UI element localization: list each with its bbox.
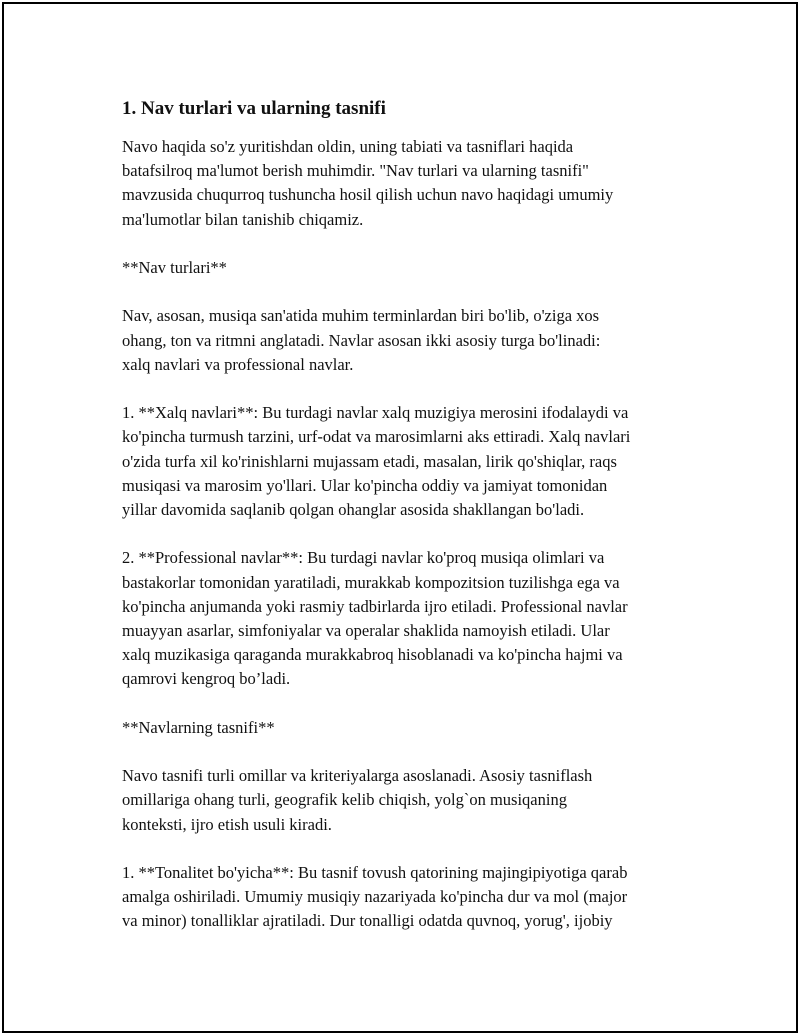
paragraph-xalq-navlari (122, 401, 702, 522)
text-line: mavzusida chuqurroq tushuncha hosil qilish uchun navo haqidagi umumiy (122, 185, 614, 205)
text-line: 2. **Professional navlar**: Bu turdagi navlar ko'proq musiqa olimlari va (122, 548, 605, 568)
paragraph-nav-definition (122, 304, 702, 377)
text-line: konteksti, ijro etish usuli kiradi. (122, 814, 332, 834)
text-line: 1. **Tonalitet bo'yicha**: Bu tasnif tovush qatorining majingipiyotiga qarab (122, 862, 628, 882)
paragraph-professional-navlar (122, 546, 702, 691)
text-line: batafsilroq ma'lumot berish muhimdir. "Nav turlari va ularning tasnifi" (122, 161, 589, 181)
text-line: ko'pincha turmush tarzini, urf-odat va marosimlarni aks ettiradi. Xalq navlari (122, 427, 631, 447)
paragraph-intro (122, 135, 702, 232)
section-label-navlarning-tasnifi (122, 716, 702, 740)
text-line: ko'pincha anjumanda yoki rasmiy tadbirlarda ijro etiladi. Professional navlar (122, 596, 628, 616)
text-line: yillar davomida saqlanib qolgan ohanglar asosida shakllangan bo'ladi. (122, 500, 585, 519)
text-line: Navo tasnifi turli omillar va kriteriyalarga asoslanadi. Asosiy tasniflash (122, 766, 593, 786)
document-heading: 1. Nav turlari va ularning tasnifi (122, 98, 386, 119)
text-line: amalga oshiriladi. Umumiy musiqiy nazariyada ko'pincha dur va mol (major (122, 887, 628, 907)
text-line: ma'lumotlar bilan tanishib chiqamiz. (122, 209, 364, 229)
text-line: Nav, asosan, musiqa san'atida muhim terminlardan biri bo'lib, o'ziga xos (122, 306, 600, 326)
text-line: xalq muzikasiga qaraganda murakkabroq hisoblanadi va ko'pincha hajmi va (122, 645, 623, 665)
text-line: 1. **Xalq navlari**: Bu turdagi navlar xalq muzigiya merosini ifodalaydi va (122, 403, 629, 423)
document-body (122, 96, 702, 958)
text-line: muayyan asarlar, simfoniyalar va operalar shaklida namoyish etiladi. Ular (122, 621, 610, 640)
text-line: o'zida turfa xil ko'rinishlarni mujassam etadi, masalan, lirik qo'shiqlar, raqs (122, 451, 617, 471)
text-line: **Navlarning tasnifi** (122, 717, 275, 737)
page-frame (2, 2, 798, 1033)
text-line: **Nav turlari** (122, 258, 227, 277)
paragraph-tonalitet (122, 861, 702, 934)
text-line: omillariga ohang turli, geografik kelib chiqish, yolg`on musiqaning (122, 790, 567, 810)
text-line: va minor) tonalliklar ajratiladi. Dur tonalligi odatda quvnoq, yorug', ijobiy (122, 911, 613, 931)
text-line: qamrovi kengroq bo’ladi. (122, 669, 291, 689)
paragraph-tasnif-omillari (122, 764, 702, 837)
text-line: bastakorlar tomonidan yaratiladi, murakkab kompozitsion tuzilishga ega va (122, 572, 620, 592)
text-line: xalq navlari va professional navlar. (122, 354, 354, 374)
text-line: Navo haqida so'z yuritishdan oldin, uning tabiati va tasniflari haqida (122, 137, 574, 156)
text-line: musiqasi va marosim yo'llari. Ular ko'pincha oddiy va jamiyat tomonidan (122, 475, 608, 495)
section-label-nav-turlari (122, 256, 702, 280)
text-line: ohang, ton va ritmni anglatadi. Navlar asosan ikki asosiy turga bo'linadi: (122, 330, 601, 350)
